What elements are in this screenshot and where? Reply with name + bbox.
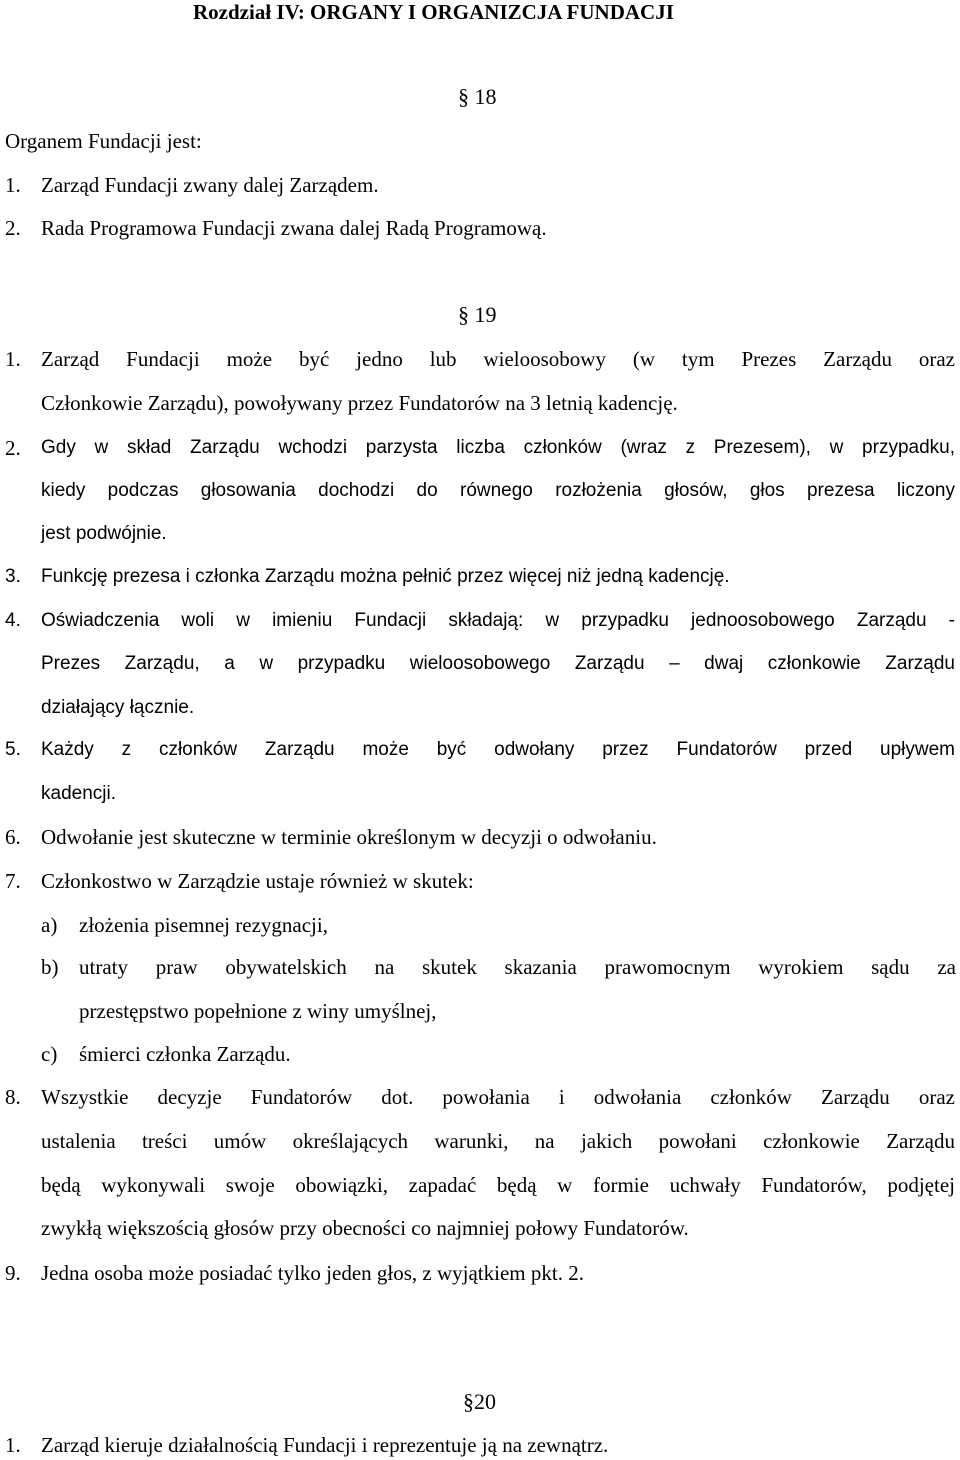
s19-p2-number: 2.: [5, 436, 21, 460]
s19-p6-number: 6.: [5, 825, 21, 849]
s19-p3-number: 3.: [5, 566, 21, 587]
s19-p2-line-1: Gdy w skład Zarządu wchodzi parzysta liczba członków (wraz z Prezesem), w przypadku,: [41, 437, 955, 458]
s18-item-1-number: 1.: [5, 173, 21, 197]
s19-p7c-letter: c): [41, 1042, 58, 1066]
s19-p7b-letter: b): [41, 955, 59, 979]
s19-p1-line-1: Zarząd Fundacji może być jedno lub wieloosobowy (w tym Prezes Zarządu oraz: [41, 347, 955, 371]
s19-p6-line-1: Odwołanie jest skuteczne w terminie określonym w decyzji o odwołaniu.: [41, 825, 657, 849]
s18-item-1-text: Zarząd Fundacji zwany dalej Zarządem.: [41, 173, 379, 197]
s19-p7b-line-2: przestępstwo popełnione z winy umyślnej,: [79, 999, 437, 1023]
s19-p2-line-3: jest podwójnie.: [41, 523, 167, 544]
s19-p1-number: 1.: [5, 347, 21, 371]
s19-p7c-text: śmierci członka Zarządu.: [79, 1042, 291, 1066]
s19-p7a-letter: a): [41, 913, 58, 937]
s18-item-2-text: Rada Programowa Fundacji zwana dalej Radą Programową.: [41, 216, 547, 240]
s20-p1-number: 1.: [5, 1433, 21, 1457]
s19-p1-line-2: Członkowie Zarządu), powoływany przez Fundatorów na 3 letnią kadencję.: [41, 391, 678, 415]
chapter-title: Rozdział IV: ORGANY I ORGANIZCJA FUNDACJI: [193, 0, 674, 24]
s19-p3-line-1: Funkcję prezesa i członka Zarządu można pełnić przez więcej niż jedną kadencję.: [41, 566, 730, 587]
s19-p5-line-2: kadencji.: [41, 783, 116, 804]
s19-p4-line-1: Oświadczenia woli w imieniu Fundacji składają: w przypadku jednoosobowego Zarządu -: [41, 610, 955, 631]
s19-p9-line-1: Jedna osoba może posiadać tylko jeden głos, z wyjątkiem pkt. 2.: [41, 1261, 584, 1285]
s19-p7-line-1: Członkostwo w Zarządzie ustaje również w skutek:: [41, 869, 474, 893]
s19-p8-line-3: będą wykonywali swoje obowiązki, zapadać będą w formie uchwały Fundatorów, podjętej: [41, 1173, 955, 1197]
s19-p7-number: 7.: [5, 869, 21, 893]
section-18-heading: § 18: [458, 84, 497, 109]
s19-p8-line-4: zwykłą większością głosów przy obecności co najmniej połowy Fundatorów.: [41, 1216, 689, 1240]
section-19-heading: § 19: [458, 302, 497, 327]
section-18-intro: Organem Fundacji jest:: [5, 129, 202, 153]
section-20-heading: §20: [463, 1389, 496, 1414]
s19-p5-line-1: Każdy z członków Zarządu może być odwołany przez Fundatorów przed upływem: [41, 739, 955, 760]
s19-p8-number: 8.: [5, 1085, 21, 1109]
s18-item-2-number: 2.: [5, 216, 21, 240]
s19-p7b-line-1: utraty praw obywatelskich na skutek skazania prawomocnym wyrokiem sądu za: [79, 955, 956, 979]
s19-p4-number: 4.: [5, 610, 21, 631]
s19-p2-line-2: kiedy podczas głosowania dochodzi do równego rozłożenia głosów, głos prezesa liczony: [41, 480, 955, 501]
s19-p7a-text: złożenia pisemnej rezygnacji,: [79, 913, 328, 937]
s20-p1-line-1: Zarząd kieruje działalnością Fundacji i reprezentuje ją na zewnątrz.: [41, 1433, 609, 1457]
s19-p5-number: 5.: [5, 739, 21, 760]
s19-p8-line-2: ustalenia treści umów określających warunki, na jakich powołani członkowie Zarządu: [41, 1129, 955, 1153]
s19-p8-line-1: Wszystkie decyzje Fundatorów dot. powołania i odwołania członków Zarządu oraz: [41, 1085, 955, 1109]
s19-p9-number: 9.: [5, 1261, 21, 1285]
s19-p4-line-3: działający łącznie.: [41, 697, 195, 718]
s19-p4-line-2: Prezes Zarządu, a w przypadku wieloosobowego Zarządu – dwaj członkowie Zarządu: [41, 653, 955, 674]
